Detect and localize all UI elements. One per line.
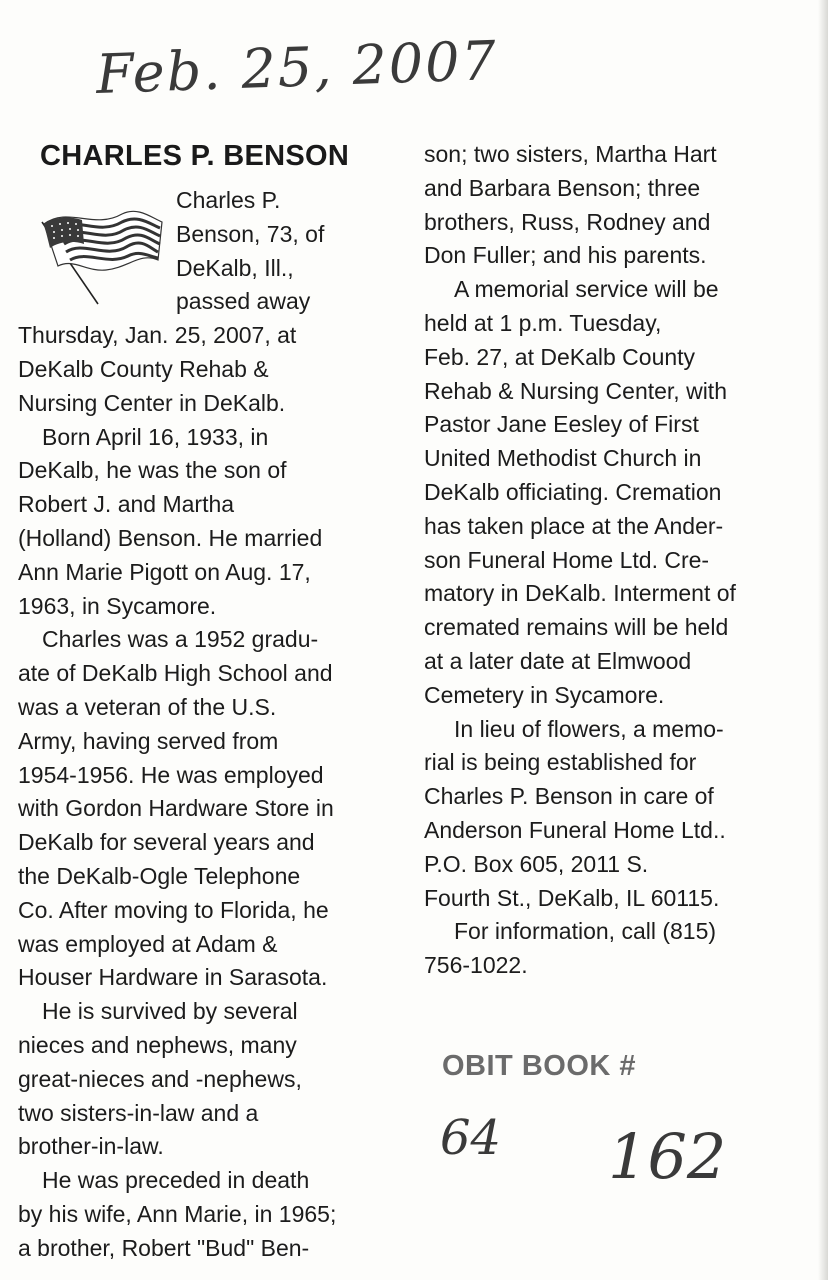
- text-line: by his wife, Ann Marie, in 1965;: [18, 1200, 337, 1227]
- text-line: Charles P.: [176, 187, 281, 213]
- text-line: 1963, in Sycamore.: [18, 592, 217, 619]
- text-line: passed away: [176, 288, 311, 315]
- text-line: A memorial service will be: [454, 276, 719, 303]
- text-line: DeKalb officiating. Cremation: [424, 478, 722, 505]
- text-line: DeKalb, Ill.,: [176, 254, 294, 281]
- text-line: (Holland) Benson. He married: [18, 524, 323, 551]
- text-line: Thursday, Jan. 25, 2007, at: [18, 322, 297, 349]
- text-line: rial is being established for: [424, 749, 697, 776]
- obituary-left-column: [18, 184, 398, 1266]
- text-line: held at 1 p.m. Tuesday,: [424, 309, 662, 336]
- text-line: Cemetery in Sycamore.: [424, 681, 665, 708]
- text-line: Houser Hardware in Sarasota.: [18, 964, 328, 991]
- text-line: and Barbara Benson; three: [424, 174, 701, 201]
- text-line: brothers, Russ, Rodney and: [424, 208, 711, 235]
- text-line: DeKalb, he was the son of: [18, 457, 287, 484]
- obituary-headline: CHARLES P. BENSON: [40, 140, 350, 172]
- obit-book-stamp: OBIT BOOK #: [442, 1050, 637, 1082]
- text-line: ate of DeKalb High School and: [18, 660, 333, 687]
- text-line: United Methodist Church in: [424, 445, 702, 472]
- text-line: Fourth St., DeKalb, IL 60115.: [424, 884, 720, 911]
- text-line: with Gordon Hardware Store in: [18, 795, 334, 822]
- text-line: Army, having served from: [18, 727, 279, 754]
- text-line: matory in DeKalb. Interment of: [424, 580, 736, 607]
- text-line: He was preceded in death: [42, 1167, 310, 1194]
- text-line: Rehab & Nursing Center, with: [424, 377, 727, 404]
- text-line: at a later date at Elmwood: [424, 647, 692, 674]
- text-line: son Funeral Home Ltd. Cre-: [424, 546, 710, 573]
- text-line: Ann Marie Pigott on Aug. 17,: [18, 558, 311, 585]
- text-line: 756-1022.: [424, 952, 528, 979]
- text-line: DeKalb County Rehab &: [18, 355, 269, 382]
- text-line: Charles P. Benson in care of: [424, 783, 714, 810]
- text-line: Anderson Funeral Home Ltd..: [424, 816, 726, 843]
- text-line: DeKalb for several years and: [18, 829, 315, 856]
- text-line: In lieu of flowers, a memo-: [454, 715, 724, 742]
- text-line: Nursing Center in DeKalb.: [18, 389, 286, 416]
- text-line: was employed at Adam &: [18, 930, 278, 957]
- text-line: Born April 16, 1933, in: [42, 423, 269, 450]
- text-line: the DeKalb-Ogle Telephone: [18, 862, 301, 889]
- text-line: Benson, 73, of: [176, 220, 325, 247]
- handwritten-date: Feb. 25, 2007: [95, 29, 499, 106]
- text-line: nieces and nephews, many: [18, 1031, 297, 1058]
- text-line: Don Fuller; and his parents.: [424, 242, 707, 269]
- text-line: Charles was a 1952 gradu-: [42, 626, 319, 653]
- text-line: son; two sisters, Martha Hart: [424, 141, 717, 167]
- text-line: Pastor Jane Eesley of First: [424, 411, 699, 438]
- handwritten-book-number: 64: [440, 1110, 502, 1166]
- text-line: For information, call (815): [454, 918, 717, 945]
- scan-edge-shadow: [818, 0, 828, 1280]
- text-line: He is survived by several: [42, 998, 298, 1025]
- text-line: a brother, Robert "Bud" Ben-: [18, 1234, 310, 1261]
- text-line: cremated remains will be held: [424, 614, 729, 641]
- text-line: two sisters-in-law and a: [18, 1099, 259, 1126]
- text-line: has taken place at the Ander-: [424, 512, 724, 539]
- text-line: Feb. 27, at DeKalb County: [424, 343, 696, 370]
- text-line: great-nieces and -nephews,: [18, 1065, 302, 1092]
- handwritten-page-number: 162: [608, 1120, 727, 1193]
- text-line: brother-in-law.: [18, 1133, 164, 1160]
- text-line: was a veteran of the U.S.: [18, 693, 277, 720]
- text-line: Co. After moving to Florida, he: [18, 896, 329, 923]
- text-line: 1954-1956. He was employed: [18, 761, 324, 788]
- obituary-right-column: [424, 138, 794, 983]
- text-line: P.O. Box 605, 2011 S.: [424, 850, 649, 877]
- text-line: Robert J. and Martha: [18, 491, 235, 518]
